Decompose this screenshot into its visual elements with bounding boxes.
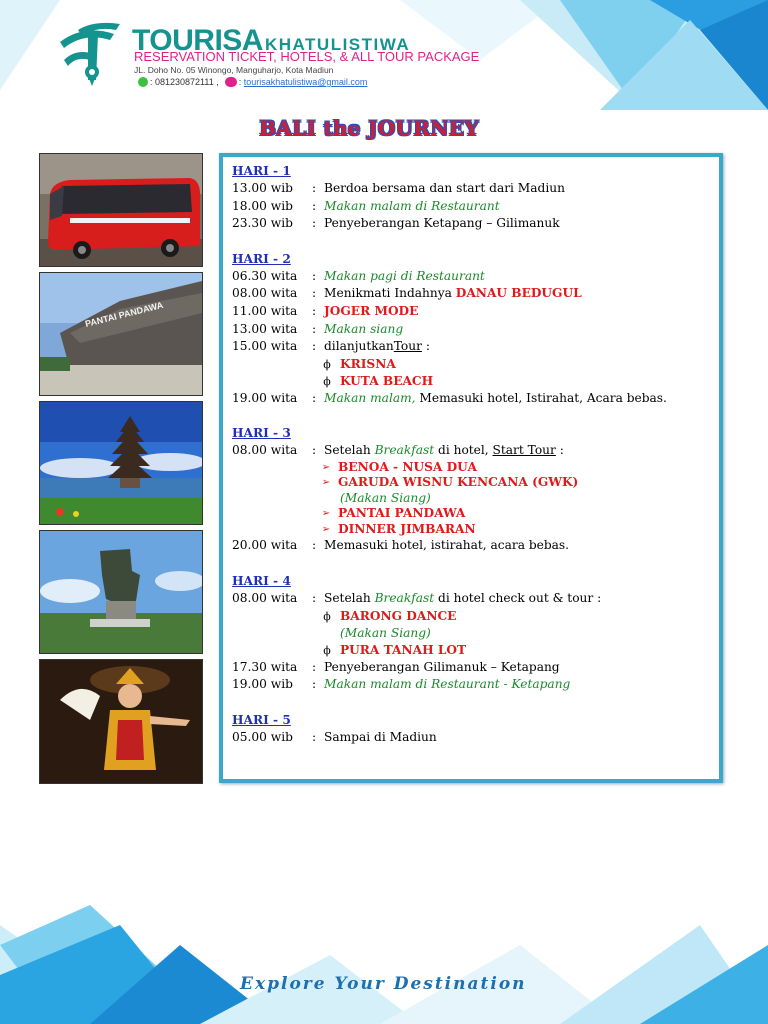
tagline: RESERVATION TICKET, HOTELS, & ALL TOUR PACKAGE [134, 49, 480, 64]
decorative-triangles-bottom [0, 905, 768, 1024]
itinerary-row: 11.00 wita : JOGER MODE [232, 303, 419, 318]
itinerary-row: 13.00 wita : Makan siang [232, 321, 404, 336]
bullet-icon: ϕ [323, 643, 331, 657]
day-3-heading: HARI - 3 [232, 426, 291, 441]
itinerary-row: 18.00 wib : Makan malam di Restaurant [232, 198, 500, 213]
whatsapp-icon [138, 77, 148, 87]
itinerary-box [219, 153, 723, 783]
list-item: ➢ GARUDA WISNU KENCANA (GWK) [232, 475, 712, 491]
itinerary-row: 17.30 wita : Penyeberangan Gilimanuk – Ketapang [232, 659, 560, 674]
pandawa-sign-text: PANTAI PANDAWA [84, 299, 165, 329]
itinerary-row: 05.00 wib : Sampai di Madiun [232, 729, 437, 744]
itinerary-row: 08.00 wita : Menikmati Indahnya DANAU BEDUGUL [232, 286, 582, 301]
list-item: ➢ DINNER JIMBARAN [232, 522, 712, 538]
contact-line: : 081230872111 , : tourisakhatulistiwa@gmail.com [138, 77, 367, 87]
bullet-icon: ϕ [323, 374, 331, 388]
itinerary-row: 06.30 wita : Makan pagi di Restaurant [232, 268, 485, 283]
arrow-bullet-icon: ➢ [321, 523, 331, 535]
list-item: (Makan Siang) [340, 490, 431, 505]
itinerary-row: 23.30 wib : Penyeberangan Ketapang – Gilimanuk [232, 216, 560, 231]
brand-main: TOURISA [132, 24, 263, 57]
list-item: ϕ KUTA BEACH [232, 373, 712, 390]
tourisa-logo-icon [54, 20, 128, 88]
arrow-bullet-icon: ➢ [321, 508, 331, 520]
day-5-heading: HARI - 5 [232, 712, 291, 727]
phone-number: : 081230872111 , [150, 77, 219, 87]
bullet-icon: ϕ [323, 357, 331, 371]
address: JL. Doho No. 05 Winongo, Manguharjo, Kota Madiun [134, 65, 334, 75]
itinerary [232, 162, 712, 746]
itinerary-row: 19.00 wib : Makan malam di Restaurant - Ketapang [232, 677, 571, 692]
brand-sub: KHATULISTIWA [264, 35, 411, 54]
list-item: ϕ BARONG DANCE [232, 608, 712, 625]
arrow-bullet-icon: ➢ [321, 461, 331, 473]
itinerary-row: 15.00 wita : dilanjutkan Tour : [232, 339, 430, 354]
pantai-pandawa-photo [39, 272, 203, 396]
list-item: ➢ BENOA - NUSA DUA [232, 460, 712, 476]
itinerary-row: 20.00 wita : Memasuki hotel, istirahat, acara bebas. [232, 538, 570, 553]
email-link[interactable]: tourisakhatulistiwa@gmail.com [243, 77, 368, 87]
barong-dancer-photo [39, 659, 203, 784]
arrow-bullet-icon: ➢ [321, 477, 331, 489]
itinerary-row: 08.00 wita : Setelah Breakfast di hotel check out & tour : [232, 591, 602, 606]
bullet-icon: ϕ [323, 609, 331, 623]
bus-photo [39, 153, 203, 267]
day-4-heading: HARI - 4 [232, 574, 291, 589]
list-item: ϕ KRISNA [232, 356, 712, 373]
gwk-statue-photo [39, 530, 203, 654]
day-1-heading: HARI - 1 [232, 164, 291, 178]
footer-slogan: Explore Your Destination [240, 974, 527, 994]
email-icon [225, 77, 237, 87]
temple-photo [39, 401, 203, 525]
list-item: ϕ PURA TANAH LOT [232, 642, 712, 659]
itinerary-row: 19.00 wita : Makan malam, Memasuki hotel, Istirahat, Acara bebas. [232, 390, 667, 405]
list-item: (Makan Siang) [340, 625, 431, 640]
day-2-heading: HARI - 2 [232, 251, 291, 266]
page-title: BALI the JOURNEY [259, 116, 479, 140]
list-item: ➢ PANTAI PANDAWA [232, 506, 712, 522]
itinerary-row: 13.00 wib : Berdoa bersama dan start dari Madiun [232, 181, 565, 195]
itinerary-row: 08.00 wita : Setelah Breakfast di hotel, Start Tour : [232, 443, 564, 458]
